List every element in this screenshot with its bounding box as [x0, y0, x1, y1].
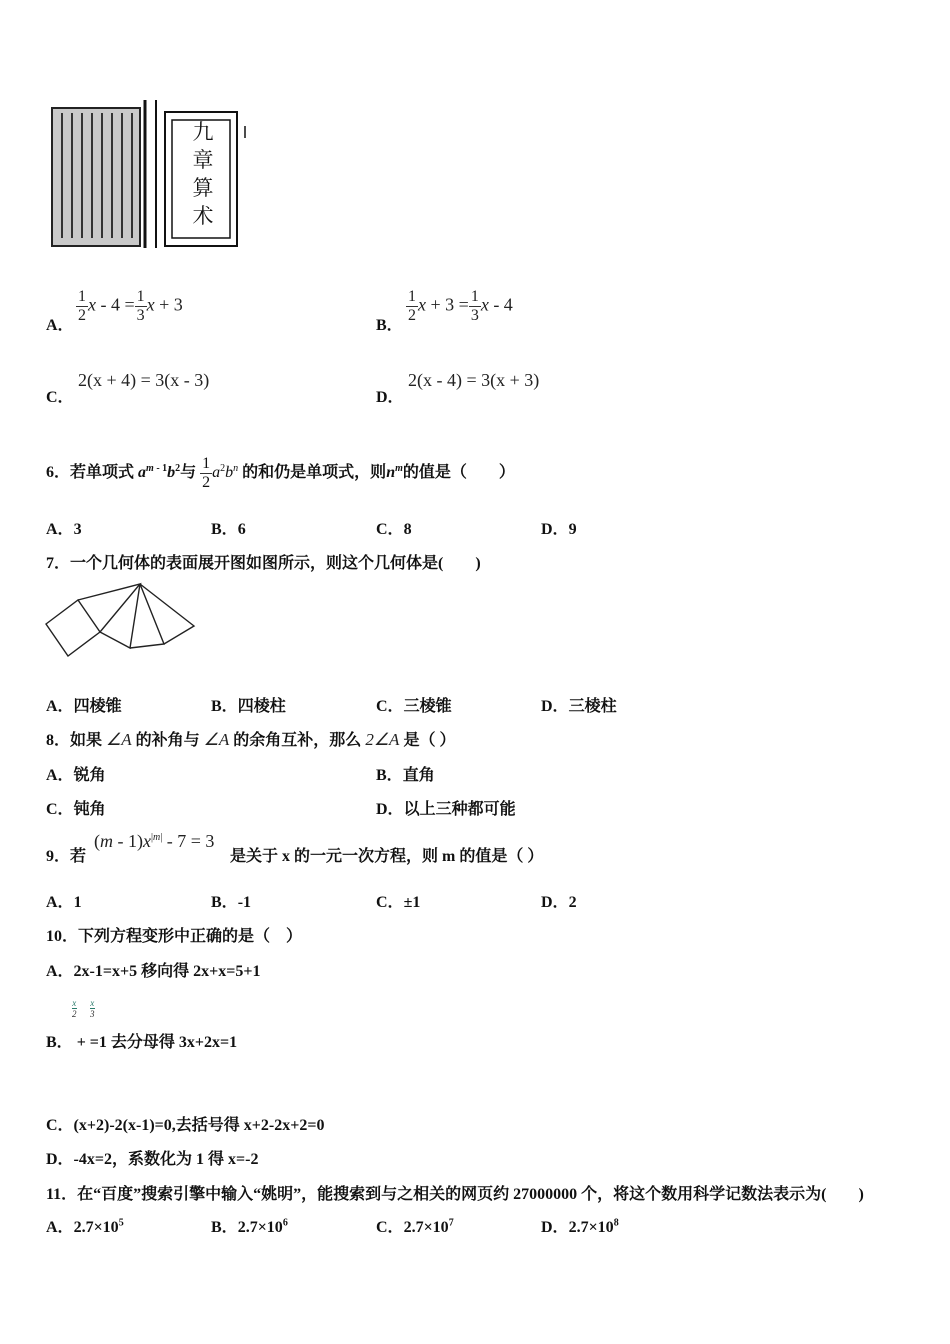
- option-value: 钝角: [73, 801, 106, 818]
- option-label: B．: [376, 317, 403, 334]
- q11-option-a[interactable]: [46, 1214, 124, 1237]
- q9-equation: $(m - 1)x^{|m|} - 7 = 3$: [94, 831, 215, 851]
- book-cover-title: [188, 118, 218, 230]
- option-label: A．: [46, 894, 74, 911]
- option-label: B．: [376, 767, 403, 784]
- nine-chapters-book-image: [50, 98, 250, 250]
- option-exponent: 7: [448, 1217, 454, 1229]
- option-label: C．: [376, 698, 404, 715]
- q10-option-a[interactable]: A．2x-1=x+5 移向得 2x+x=5+1: [46, 963, 261, 980]
- q10-option-b[interactable]: [46, 1029, 237, 1052]
- question-number: 9．: [46, 848, 71, 865]
- option-value: 四棱柱: [237, 698, 286, 715]
- net-square-face: [46, 600, 100, 656]
- option-label: A．: [46, 317, 74, 334]
- q9-number: [46, 843, 86, 866]
- option-value: 9: [568, 521, 577, 538]
- q10-option-d[interactable]: D．-4x=2，系数化为 1 得 x=-2: [46, 1151, 259, 1168]
- option-exponent: 6: [282, 1217, 288, 1229]
- q11-option-c[interactable]: [376, 1214, 454, 1237]
- option-label: D．: [376, 801, 404, 818]
- q11-option-b[interactable]: [211, 1214, 288, 1237]
- q5-option-c-expr: [78, 370, 209, 391]
- q9-option-b[interactable]: [211, 889, 251, 912]
- q10-stem: 10．下列方程变形中正确的是（ ）: [46, 928, 303, 945]
- net-diagram: [44, 580, 196, 658]
- option-label: A．: [46, 1219, 74, 1236]
- option-value: 三棱柱: [568, 698, 617, 715]
- q8-text-c: 的余角互补，那么: [233, 732, 362, 749]
- option-label: A．: [46, 698, 74, 715]
- option-label: B．: [211, 521, 238, 538]
- option-label: C．: [46, 801, 74, 818]
- option-value: 1: [73, 894, 82, 911]
- q6-text-c: 的和仍是单项式，则: [242, 464, 387, 482]
- q8-option-b[interactable]: [376, 762, 435, 785]
- option-value: 直角: [402, 767, 435, 784]
- q8-option-c[interactable]: [46, 796, 106, 819]
- option-expr: 2(x + 4) = 3(x - 3): [78, 370, 210, 390]
- q10-fraction-x-over-2: x 2: [72, 998, 77, 1019]
- q6-text-b: 与: [180, 464, 197, 482]
- option-label: A．: [46, 521, 74, 538]
- q9-option-c[interactable]: [376, 889, 420, 912]
- option-label: B．: [46, 1034, 73, 1051]
- q11-stem: 11．在“百度”搜索引擎中输入“姚明”，能搜索到与之相关的网页约 27000000 个，将这个数用科学记数法表示为( ): [46, 1186, 864, 1203]
- option-value: 2: [568, 894, 577, 911]
- option-base: 2.7×10: [403, 1219, 449, 1236]
- q6-text-a: 若单项式: [70, 464, 135, 482]
- option-base: 2.7×10: [237, 1219, 283, 1236]
- q8-option-a[interactable]: [46, 762, 106, 785]
- option-value: 3: [73, 521, 82, 538]
- q7-option-c[interactable]: [376, 693, 452, 716]
- option-label: C．: [376, 894, 404, 911]
- q9-text-a: 若: [70, 848, 87, 865]
- option-base: 2.7×10: [73, 1219, 119, 1236]
- book-title-char: 术: [192, 204, 214, 228]
- q8-stem: [46, 727, 455, 750]
- q9-text-b: 是关于 x 的一元一次方程，则 m 的值是（ ）: [230, 848, 544, 865]
- q9-option-d[interactable]: [541, 889, 577, 912]
- q10-option-c[interactable]: C．(x+2)-2(x-1)=0,去括号得 x+2-2x+2=0: [46, 1117, 325, 1134]
- q7-stem: 7．一个几何体的表面展开图如图所示，则这个几何体是( ): [46, 555, 481, 572]
- angle-2a: 2∠A: [365, 730, 400, 749]
- q9-option-a[interactable]: [46, 889, 82, 912]
- q6-option-c[interactable]: [376, 516, 412, 539]
- net-triangle-1: [78, 584, 140, 632]
- question-number: 6．: [46, 464, 71, 482]
- q10-fraction-x-over-3: x 3: [90, 998, 95, 1019]
- option-value: 三棱锥: [403, 698, 452, 715]
- option-label: D．: [541, 698, 569, 715]
- option-label: D．: [541, 521, 569, 538]
- angle-a: ∠A: [106, 730, 132, 749]
- q6-option-d[interactable]: [541, 516, 577, 539]
- option-value: 6: [237, 521, 246, 538]
- q7-option-b[interactable]: [211, 693, 286, 716]
- option-label: B．: [211, 698, 238, 715]
- question-number: 8．: [46, 732, 71, 749]
- q6-stem: 6．若单项式 $a^{m - 1}b^2$与 $\frac{1}{2}$ $a^2b^n$ 的和仍是单项式，则$n^m$的值是（ ）: [46, 455, 515, 491]
- option-value: 四棱锥: [73, 698, 122, 715]
- option-value: 以上三种都可能: [403, 801, 516, 818]
- net-triangle-4: [140, 584, 194, 644]
- book-title-char: 算: [192, 176, 214, 200]
- net-triangle-2: [100, 584, 140, 648]
- option-label: C．: [376, 521, 404, 538]
- book-title-char: 九: [192, 120, 214, 144]
- option-label: A．: [46, 767, 74, 784]
- q5-option-a[interactable]: [46, 312, 74, 335]
- q5-option-a-expr: $\frac{1}{2}$ x - 4 = $\frac{1}{3}$ x + 3: [78, 288, 183, 324]
- q5-option-b-expr: $\frac{1}{2}$ x + 3 = $\frac{1}{3}$ x - 4: [408, 288, 513, 324]
- q11-option-d[interactable]: [541, 1214, 619, 1237]
- option-expr: 2(x - 4) = 3(x + 3): [408, 370, 540, 390]
- q5-option-d[interactable]: [376, 384, 404, 407]
- option-value: -1: [237, 894, 252, 911]
- q6-option-b[interactable]: [211, 516, 246, 539]
- q6-option-a[interactable]: [46, 516, 82, 539]
- option-value: 8: [403, 521, 412, 538]
- q8-text-b: 的补角与: [135, 732, 200, 749]
- option-label: B．: [211, 894, 238, 911]
- q5-option-c[interactable]: [46, 384, 74, 407]
- option-label: D．: [376, 389, 404, 406]
- option-label: C．: [376, 1219, 404, 1236]
- q8-text-d: 是（ ）: [403, 732, 456, 749]
- option-label: D．: [541, 1219, 569, 1236]
- q7-option-a[interactable]: [46, 693, 122, 716]
- option-base: 2.7×10: [568, 1219, 614, 1236]
- option-label: B．: [211, 1219, 238, 1236]
- option-label: D．: [541, 894, 569, 911]
- q8-text-a: 如果: [70, 732, 103, 749]
- option-label: C．: [46, 389, 74, 406]
- option-value: + =1 去分母得 3x+2x=1: [76, 1034, 238, 1051]
- option-exponent: 8: [613, 1217, 619, 1229]
- q5-option-b[interactable]: [376, 312, 403, 335]
- q8-option-d[interactable]: [376, 796, 516, 819]
- book-title-char: 章: [192, 148, 214, 172]
- option-exponent: 5: [118, 1217, 124, 1229]
- angle-a: ∠A: [203, 730, 230, 749]
- option-value: 锐角: [73, 767, 106, 784]
- q7-option-d[interactable]: [541, 693, 617, 716]
- q5-option-d-expr: [408, 370, 539, 391]
- option-value: ±1: [403, 894, 421, 911]
- q6-text-d: 的值是（ ）: [402, 464, 515, 482]
